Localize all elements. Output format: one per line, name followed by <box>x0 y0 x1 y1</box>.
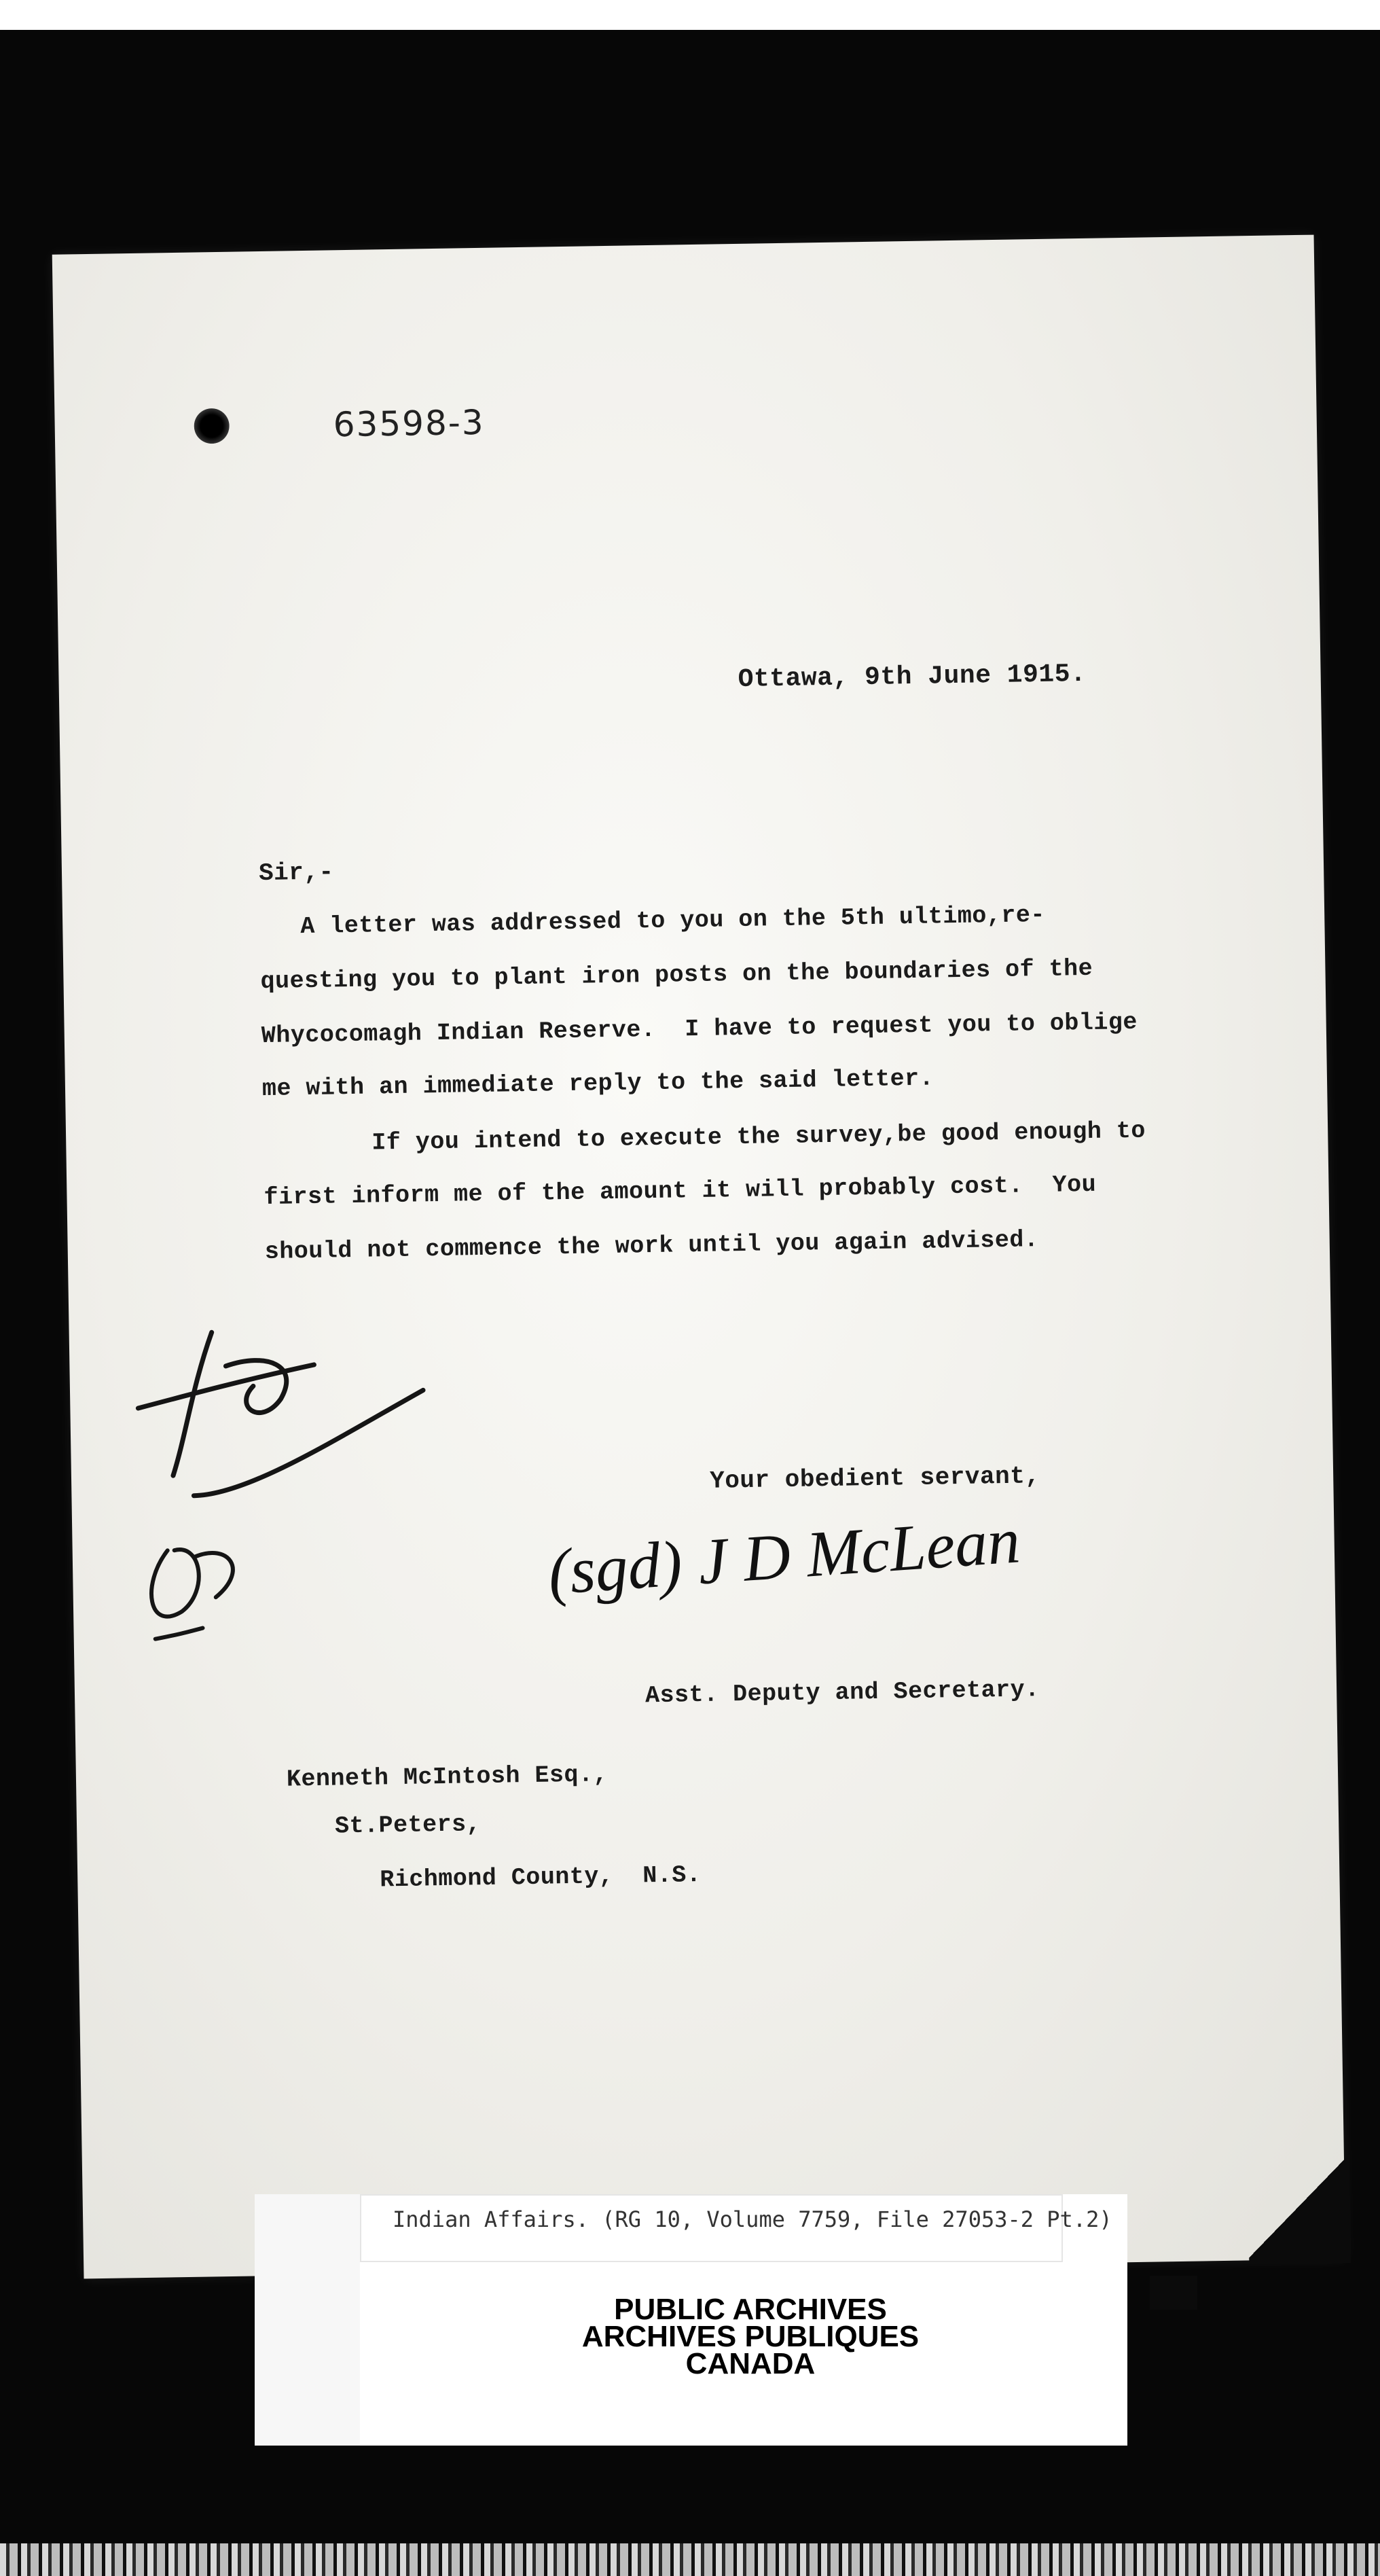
signer-title: Asst. Deputy and Secretary. <box>644 1676 1040 1710</box>
body-line: questing you to plant iron posts on the boundaries of the <box>260 954 1093 996</box>
film-top-edge <box>0 0 1380 30</box>
closing: Your obedient servant, <box>709 1462 1040 1495</box>
body-line: should not commence the work until you again advised. <box>264 1226 1039 1266</box>
archive-label <box>255 2194 1127 2446</box>
body-line: A letter was addressed to you on the 5th ultimo,re- <box>299 901 1046 941</box>
salutation: Sir,- <box>258 858 334 888</box>
place-date: Ottawa, 9th June 1915. <box>738 659 1087 694</box>
signature: (sgd) J D McLean <box>545 1503 1023 1609</box>
punch-hole <box>194 408 230 444</box>
letter-page <box>52 235 1346 2279</box>
archives-stamp <box>363 2293 1138 2380</box>
body-line: first inform me of the amount it will probably cost. You <box>264 1170 1097 1212</box>
film-bottom-edge <box>0 2543 1380 2576</box>
handwritten-initials <box>110 1321 469 1680</box>
addressee-county: Richmond County, N.S. <box>380 1861 702 1894</box>
addressee-name: Kenneth McIntosh Esq., <box>286 1761 609 1793</box>
body-line: If you intend to execute the survey,be good enough to <box>371 1117 1146 1157</box>
body-line: me with an immediate reply to the said letter. <box>261 1065 934 1103</box>
torn-corner <box>1248 2147 1351 2264</box>
archives-line-fr: ARCHIVES PUBLIQUES <box>581 2320 920 2353</box>
archive-citation: Indian Affairs. (RG 10, Volume 7759, File 27053-2 Pt.2) <box>393 2206 1112 2232</box>
label-tab <box>1150 2276 1197 2310</box>
file-number: 63598-3 <box>333 402 486 445</box>
body-line: Whycocomagh Indian Reserve. I have to request you to oblige <box>261 1008 1138 1050</box>
addressee-town: St.Peters, <box>334 1810 482 1840</box>
archives-line-en: PUBLIC ARCHIVES <box>614 2293 887 2326</box>
archives-line-country: CANADA <box>685 2347 816 2380</box>
